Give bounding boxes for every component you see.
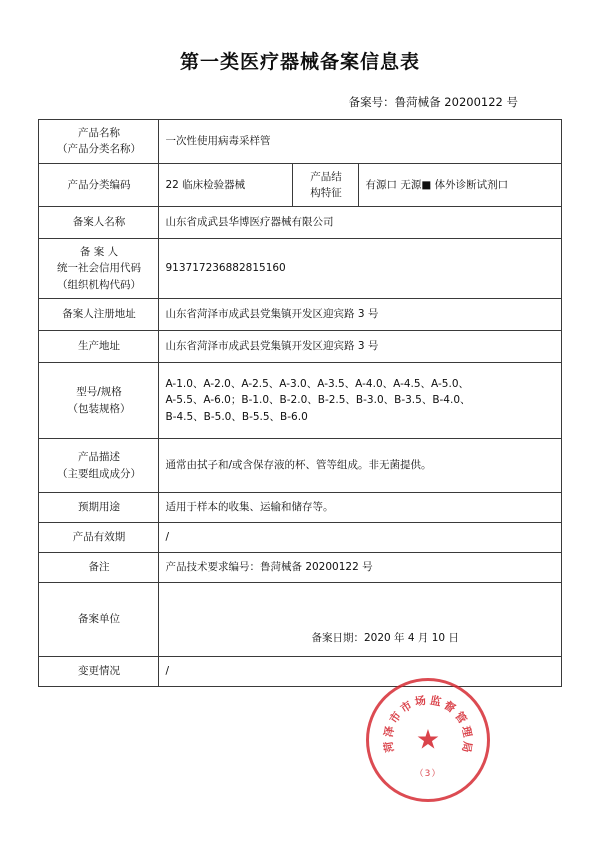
credit-code-label-line1: 备 案 人 (79, 246, 119, 259)
seal-ring (366, 678, 490, 802)
table-row (39, 120, 561, 164)
specification-value-line1: A-1.0、A-2.0、A-2.5、A-3.0、A-3.5、A-4.0、A-4.5、A-5.0、 (165, 378, 469, 391)
table-row (39, 439, 561, 493)
seal-arc-char: 督 (441, 698, 458, 716)
official-seal-stamp (366, 678, 490, 802)
table-row (39, 299, 561, 331)
table-row (39, 239, 561, 299)
page-title: 第一类医疗器械备案信息表 (179, 51, 420, 73)
table-row (39, 207, 561, 239)
change-status-label: 变更情况 (39, 657, 159, 687)
filing-unit-label: 备案单位 (39, 583, 159, 657)
seal-star-icon: ★ (415, 724, 441, 756)
seal-arc-char: 市 (398, 698, 415, 716)
filer-name-label: 备案人名称 (39, 207, 159, 239)
seal-arc-char: 菏 (381, 740, 397, 754)
table-row (39, 163, 561, 207)
production-address-label: 生产地址 (39, 331, 159, 363)
product-description-label-line2: （主要组成成分） (56, 467, 141, 480)
structure-feature-label (293, 163, 359, 207)
product-description-label-line1: 产品描述 (77, 451, 120, 464)
table-row (39, 553, 561, 583)
validity-period-value: / (159, 523, 561, 553)
filing-date: 备案日期：2020 年 4 月 10 日 (311, 632, 459, 645)
seal-arc-char: 场 (413, 693, 428, 709)
filing-information-table (38, 119, 561, 687)
specification-value-line2: A-5.5、A-6.0；B-1.0、B-2.0、B-2.5、B-3.0、B-3.5、B-4.0、 (165, 394, 471, 407)
remarks-value: 产品技术要求编号：鲁菏械备 20200122 号 (159, 553, 561, 583)
category-code-label: 产品分类编码 (39, 163, 159, 207)
table-row (39, 523, 561, 553)
structure-feature-label-line1: 产品结 (310, 170, 342, 183)
intended-use-label: 预期用途 (39, 493, 159, 523)
production-address-value: 山东省菏泽市成武县党集镇开发区迎宾路 3 号 (159, 331, 561, 363)
table-row (39, 363, 561, 439)
change-status-value: / (159, 657, 561, 687)
credit-code-label (39, 239, 159, 299)
registered-address-value: 山东省菏泽市成武县党集镇开发区迎宾路 3 号 (159, 299, 561, 331)
seal-arc-text (366, 678, 490, 802)
product-name-label-line2: （产品分类名称） (56, 143, 141, 156)
document-page (0, 47, 600, 847)
product-name-label (39, 120, 159, 164)
seal-arc-char: 市 (386, 709, 404, 726)
validity-period-label: 产品有效期 (39, 523, 159, 553)
specification-label-line2: （包装规格） (67, 402, 131, 415)
product-name-label-line1: 产品名称 (77, 127, 120, 139)
specification-value (159, 363, 561, 439)
product-name-value: 一次性使用病毒采样管 (159, 120, 561, 164)
product-description-value: 通常由拭子和/或含保存液的杯、管等组成。非无菌提供。 (159, 439, 561, 493)
registered-address-label: 备案人注册地址 (39, 299, 159, 331)
specification-label-line1: 型号/规格 (76, 386, 122, 399)
structure-feature-value: 有源口 无源■ 体外诊断试剂口 (359, 163, 561, 207)
structure-feature-label-line2: 构特征 (310, 186, 342, 199)
table-row (39, 331, 561, 363)
credit-code-label-line3: （组织机构代码） (56, 278, 141, 291)
table-row (39, 583, 561, 657)
credit-code-label-line2: 统一社会信用代码 (56, 262, 141, 275)
remarks-label: 备注 (39, 553, 159, 583)
filer-name-value: 山东省成武县华博医疗器械有限公司 (159, 207, 561, 239)
filing-unit-value (159, 583, 561, 657)
seal-bottom-text: （3） (414, 769, 442, 779)
table-row (39, 493, 561, 523)
credit-code-value: 913717236882815160 (159, 239, 561, 299)
specification-label (39, 363, 159, 439)
filing-unit-inner (165, 589, 554, 651)
seal-arc-char: 局 (459, 740, 475, 754)
category-code-value: 22 临床检验器械 (159, 163, 293, 207)
intended-use-value: 适用于样本的收集、运输和储存等。 (159, 493, 561, 523)
seal-arc-char: 管 (452, 709, 470, 726)
record-number: 备案号：鲁菏械备 20200122 号 (348, 95, 518, 109)
seal-arc-char: 泽 (381, 724, 397, 739)
specification-value-line3: B-4.5、B-5.0、B-5.5、B-6.0 (165, 410, 308, 423)
table-row (39, 657, 561, 687)
seal-arc-char: 监 (428, 693, 443, 709)
product-description-label (39, 439, 159, 493)
seal-arc-char: 理 (459, 724, 475, 739)
